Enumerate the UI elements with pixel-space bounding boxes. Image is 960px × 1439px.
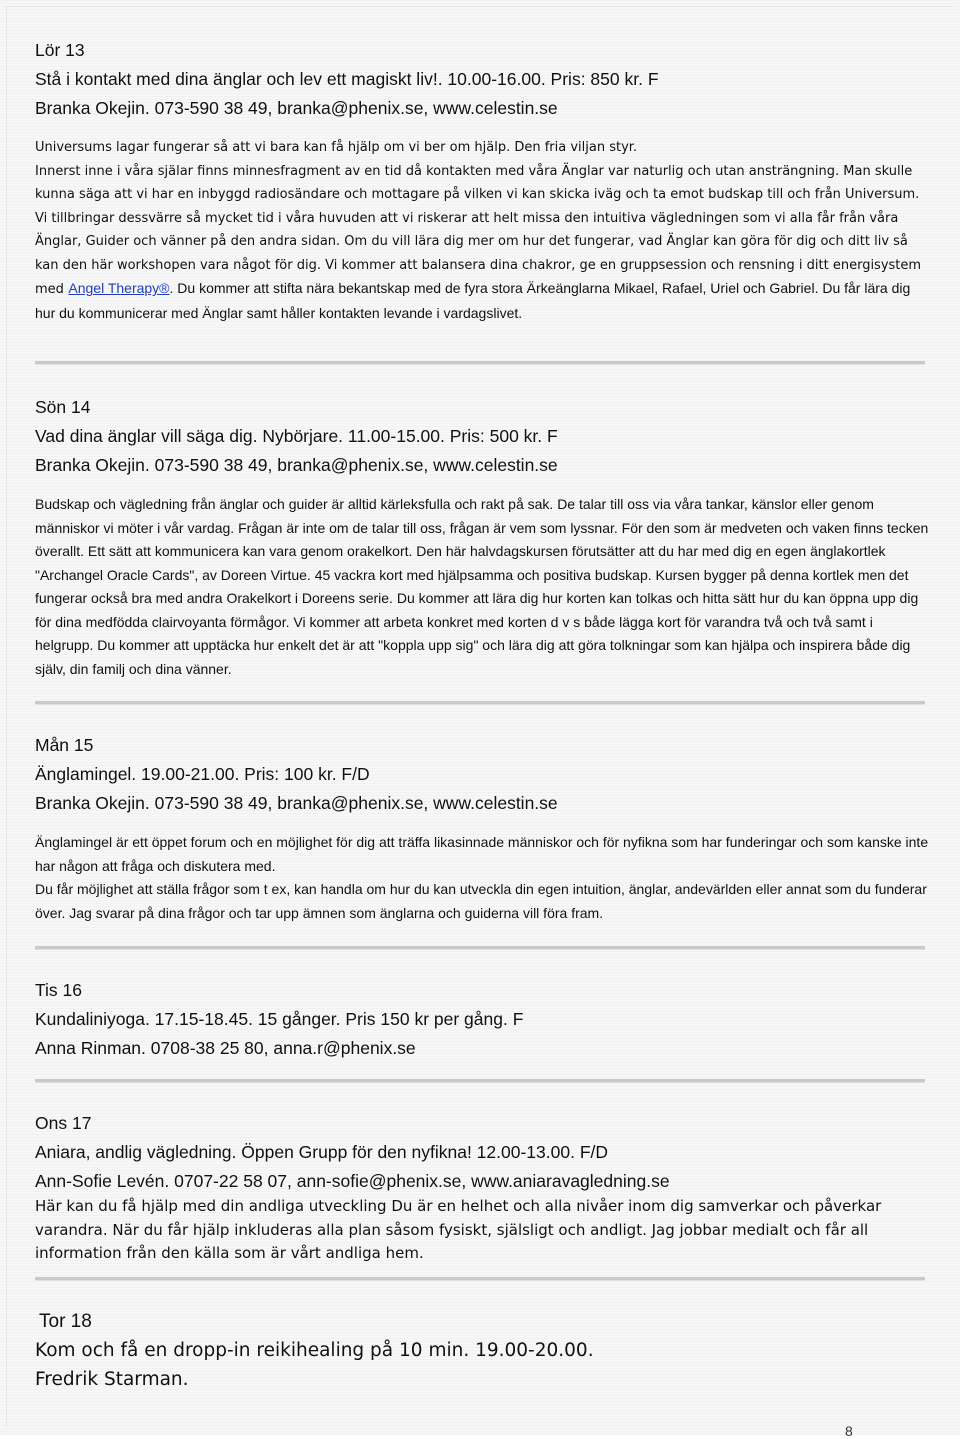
- event-tis-16: [35, 976, 930, 1062]
- event-title: Kom och få en dropp-in reikihealing på 10 min. 19.00-20.00.: [35, 1339, 594, 1361]
- angel-therapy-link[interactable]: Angel Therapy®: [68, 280, 170, 297]
- event-contact: Branka Okejin. 073-590 38 49, branka@phenix.se, www.celestin.se: [35, 792, 558, 813]
- event-contact: Ann-Sofie Levén. 0707-22 58 07, ann-sofie@phenix.se, www.aniaravagledning.se: [35, 1170, 670, 1191]
- event-day: Mån 15: [35, 735, 94, 755]
- event-title: Aniara, andlig vägledning. Öppen Grupp för den nyfikna! 12.00-13.00. F/D: [35, 1141, 609, 1162]
- event-intro: Universums lagar fungerar så att vi bara kan få hjälp om vi ber om hjälp. Den fria viljan styr.: [35, 140, 638, 156]
- section-divider: [35, 946, 925, 950]
- event-description: Änglamingel är ett öppet forum och en möjlighet för dig att träffa likasinnade människor och för nyfikna som har funderingar och som kanske inte har någon att fråga och diskutera med.: [35, 834, 929, 874]
- event-title: Vad dina änglar vill säga dig. Nybörjare. 11.00-15.00. Pris: 500 kr. F: [35, 425, 558, 446]
- event-title: Änglamingel. 19.00-21.00. Pris: 100 kr. F/D: [35, 763, 370, 784]
- event-man-15: [35, 731, 930, 925]
- event-contact: Branka Okejin. 073-590 38 49, branka@phenix.se, www.celestin.se: [35, 97, 558, 118]
- section-divider: [35, 361, 925, 365]
- event-description-end: . Du kommer att stifta nära bekantskap med de fyra stora Ärkeänglarna Mikael, Rafael, Uriel och Gabriel. Du får lära dig hur du kommunicerar med Änglar samt håller kontakten levande i vardagslivet.: [35, 280, 911, 321]
- section-divider: [35, 1079, 925, 1083]
- event-contact: Fredrik Starman.: [35, 1368, 189, 1390]
- event-title: Kundaliniyoga. 17.15-18.45. 15 gånger. Pris 150 kr per gång. F: [35, 1008, 524, 1029]
- event-day: Tor 18: [39, 1311, 92, 1332]
- event-description: Budskap och vägledning från änglar och guider är alltid kärleksfulla och rakt på sak. De talar till oss via våra tankar, känslor eller genom människor vi möter i vår vardag. Frågan är inte om de talar till oss, frågan är vem som lyssnar. För den som är medveten och vaken finns tecken överallt. Ett sätt att kommunicera kan vara genom orakelkort. Den här halvdagskursen förutsätter att du har med dig en egen änglakortlek "Archangel Oracle Cards", av Doreen Virtue. 45 vackra kort med hjälpsamma och positiva budskap. Kursen bygger på denna kortlek men det fungerar också bra med andra Orakelkort i Doreens serie. Du kommer att lära dig hur korten kan tolkas och hitta sätt hur du kan öppna upp dig för dina medfödda clairvoyanta förmågor. Vi kommer att arbeta konkret med korten d v s både lägga kort för varandra två och två samt i helgrupp. Du kommer att upptäcka hur enkelt det är att "koppla upp sig" och lära dig att göra tolkningar som kan hjälpa och inspirera både dig själv, din familj och dina vänner.: [35, 496, 929, 677]
- section-divider: [35, 1277, 925, 1281]
- event-description-2: Du får möjlighet att ställa frågor som t ex, kan handla om hur du kan utveckla din egen intuition, änglar, andevärlden eller annat som du funderar över. Jag svarar på dina frågor och tar upp ämnen som änglarna och guiderna vill föra fram.: [35, 881, 927, 921]
- event-ons-17: [35, 1109, 930, 1266]
- event-contact: Anna Rinman. 0708-38 25 80, anna.r@phenix.se: [35, 1037, 416, 1058]
- event-day: Ons 17: [35, 1113, 92, 1133]
- event-description: Innerst inne i våra själar finns minnesfragment av en tid då kontakten med våra Änglar var naturlig och utan ansträngning. Man skulle kunna säga att vi har en inbyggd radiosändare och mottagare på vilken vi kan skicka iväg och ta emot budskap till och från Universum. Vi tillbringar dessvärre så mycket tid i våra huvuden att vi riskerar att helt missa den intuitiva vägledningen som vi alla får från våra Änglar, Guider och vänner på den andra sidan. Om du vill lära dig mer om hur det fungerar, vad Änglar kan göra för dig och ditt liv så kan den här workshopen vara något för dig. Vi kommer att balansera dina chakror, ge en gruppsession och rensning i ditt energisystem med: [35, 163, 922, 298]
- event-day: Sön 14: [35, 397, 91, 417]
- event-description: Här kan du få hjälp med din andliga utveckling Du är en helhet och alla nivåer inom dig samverkar och påverkar varandra. När du får hjälp inkluderas alla plan såsom fysiskt, själsligt och andligt. Jag jobbar medialt och får all information från den källa som är vårt andliga hem.: [35, 1197, 882, 1263]
- page-number: 8: [845, 1423, 853, 1439]
- event-son-14: [35, 393, 930, 681]
- event-day: Lör 13: [35, 40, 85, 60]
- event-lor-13: [35, 36, 930, 325]
- event-contact: Branka Okejin. 073-590 38 49, branka@phenix.se, www.celestin.se: [35, 454, 558, 475]
- event-title: Stå i kontakt med dina änglar och lev ett magiskt liv!. 10.00-16.00. Pris: 850 kr. F: [35, 68, 659, 89]
- section-divider: [35, 701, 925, 705]
- event-day: Tis 16: [35, 980, 83, 1000]
- event-tor-18: [35, 1308, 930, 1394]
